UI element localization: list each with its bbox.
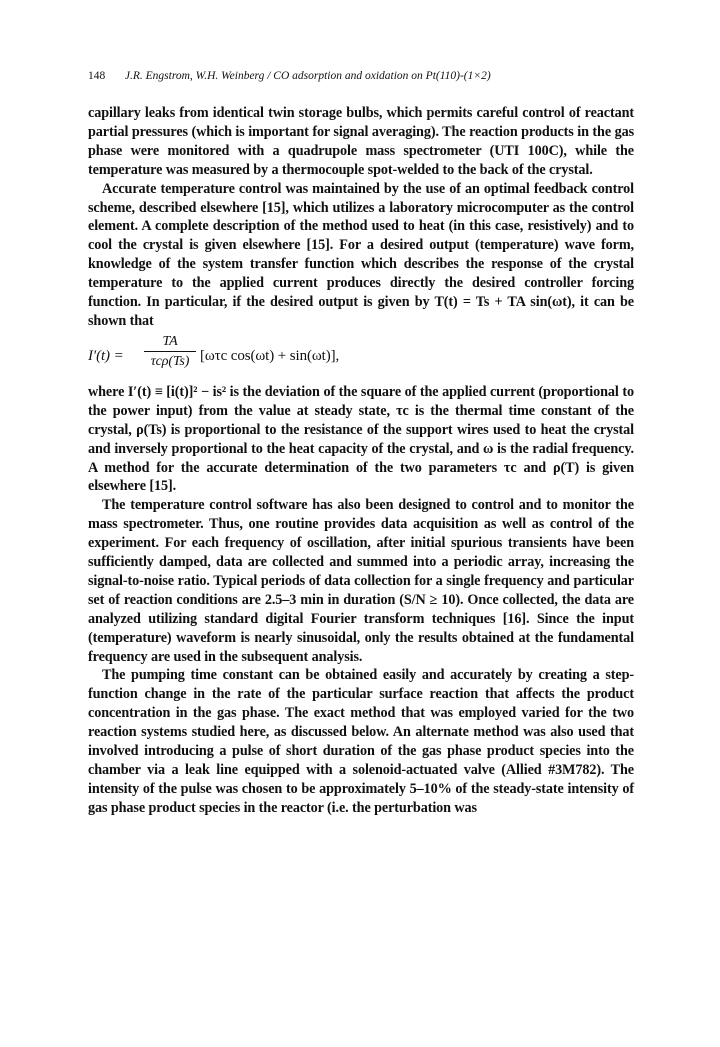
equation xyxy=(88,333,634,379)
page-number: 148 xyxy=(88,70,106,82)
paragraph-2: Accurate temperature control was maintained by the use of an optimal feedback control scheme, described elsewhere [15], which utilizes a laboratory microcomputer as the control element. A complete description of the method used to heat (in this case, resistively) and to cool the crystal is given elsewhere [15]. For a desired output (temperature) wave form, knowledge of the system transfer function which describes the response of the crystal temperature to the applied current produces directly the desired controller forcing function. In particular, if the desired output is given by T(t) = Ts + TA sin(ωt), it can be shown that xyxy=(88,180,634,329)
equation-numerator: TA xyxy=(162,333,178,349)
paragraph-1: capillary leaks from identical twin storage bulbs, which permits careful control of reactant partial pressures (which is important for signal averaging). The reaction products in the gas phase were monitored with a quadrupole mass spectrometer (UTI 100C), while the temperature was measured by a thermocouple spot-welded to the back of the crystal. xyxy=(88,105,634,178)
paragraph-3: where I′(t) ≡ [i(t)]² − is² is the deviation of the square of the applied current (proportional to the power input) from the value at steady state, τc is the thermal time constant of the crystal, ρ(Ts) is proportional to the resistance of the support wires used to heat the crystal and inversely proportional to the heat capacity of the crystal, and ω is the radial frequency. A method for the accurate determination of the two parameters τc and ρ(T) is given elsewhere [15]. xyxy=(88,383,634,495)
equation-rhs: [ωτc cos(ωt) + sin(ωt)], xyxy=(200,347,340,364)
equation-denominator: τcρ(Ts) xyxy=(150,353,190,369)
equation-fraction xyxy=(144,333,196,370)
paragraph-5: The pumping time constant can be obtained easily and accurately by creating a step-function change in the rate of the particular surface reaction that affects the product concentration in the gas phase. The exact method that was employed varied for the two reaction systems studied here, as discussed below. An alternate method was also used that involved introducing a pulse of short duration of the gas phase product species into the chamber via a leak line equipped with a solenoid-actuated valve (Allied #3M782). The intensity of the pulse was chosen to be approximately 5–10% of the steady-state intensity of gas phase product species in the reactor (i.e. the perturbation was xyxy=(88,667,634,816)
running-title: J.R. Engstrom, W.H. Weinberg / CO adsorption and oxidation on Pt(110)-(1×2) xyxy=(124,70,491,82)
equation-lhs: I′(t) = xyxy=(88,347,124,364)
paragraph-4: The temperature control software has also been designed to control and to monitor the mass spectrometer. Thus, one routine provides data acquisition as well as control of the experiment. For each frequency of oscillation, after initial spurious transients have been sufficiently damped, data are collected and summed into a periodic array, increasing the signal-to-noise ratio. Typical periods of data collection for a single frequency and particular set of reaction conditions are 2.5–3 min in duration (S/N ≥ 10). Once collected, the data are analyzed utilizing standard digital Fourier transform techniques [16]. Since the input (temperature) waveform is nearly sinusoidal, only the results obtained at the fundamental frequency are used in the subsequent analysis. xyxy=(88,497,634,665)
running-header xyxy=(88,68,633,84)
article-body xyxy=(88,104,634,818)
fraction-bar xyxy=(144,351,196,352)
